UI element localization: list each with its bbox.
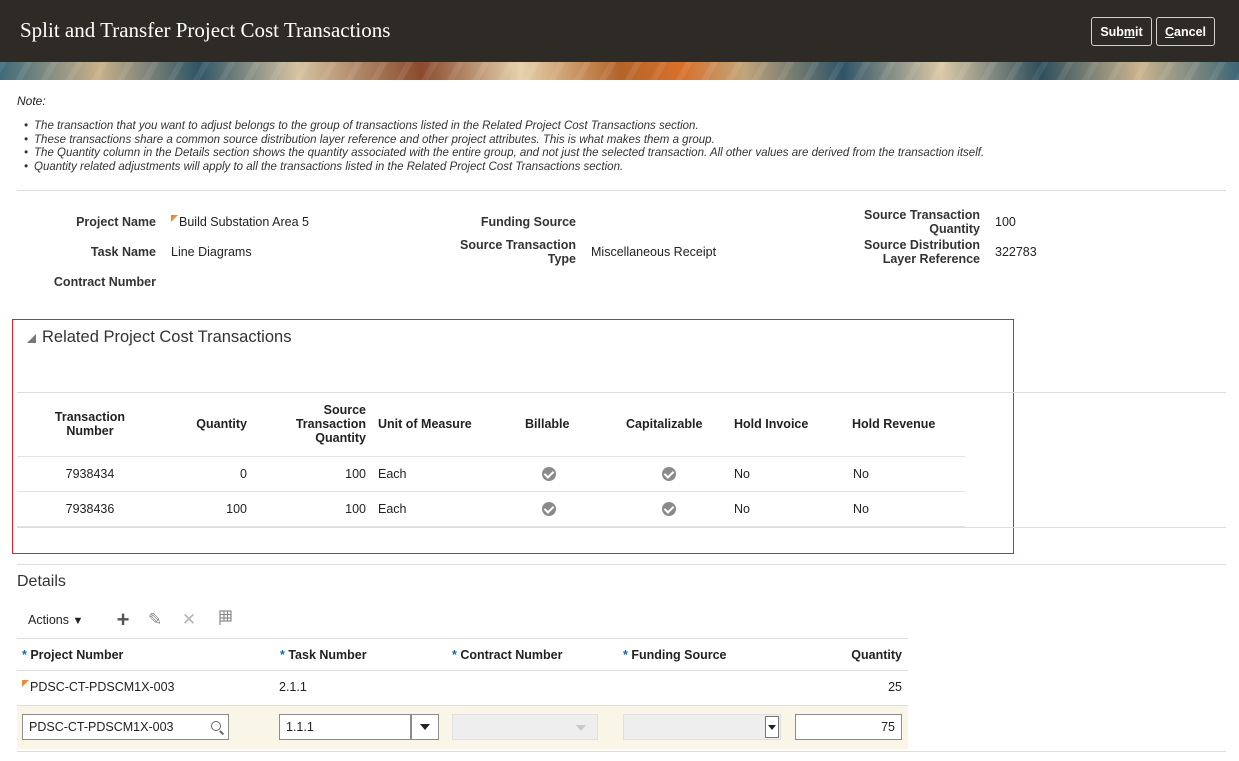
project-name-value: Build Substation Area 5 — [171, 215, 309, 229]
col-quantity[interactable]: Quantity — [851, 648, 902, 662]
project-number-input[interactable]: PDSC-CT-PDSCM1X-003 — [22, 714, 229, 740]
note-list — [24, 120, 984, 174]
actions-menu[interactable]: Actions ▼ — [28, 613, 84, 627]
col-transaction-number[interactable]: Transaction Number — [54, 410, 126, 438]
source-distribution-layer-value: 322783 — [995, 245, 1037, 259]
col-hold-invoice[interactable]: Hold Invoice — [734, 417, 809, 431]
highlight-box — [12, 319, 1014, 554]
cell-hold-revenue: No — [853, 467, 869, 481]
source-transaction-type-label: Source Transaction Type — [459, 238, 576, 266]
divider — [17, 751, 1226, 752]
col-source-transaction-quantity[interactable]: Source Transaction Quantity — [295, 403, 366, 445]
cell-quantity: 25 — [888, 680, 902, 694]
cell-project-number: PDSC-CT-PDSCM1X-003 — [22, 680, 174, 694]
col-contract-number[interactable]: * Contract Number — [452, 648, 563, 662]
related-section-title[interactable]: Related Project Cost Transactions — [42, 328, 292, 346]
col-funding-source[interactable]: * Funding Source — [623, 648, 727, 662]
cell-transaction-number: 7938436 — [65, 502, 115, 516]
col-project-number[interactable]: * Project Number — [22, 648, 124, 662]
task-name-label: Task Name — [90, 245, 156, 259]
cell-quantity: 100 — [226, 502, 247, 516]
cell-transaction-number: 7938434 — [65, 467, 115, 481]
divider — [17, 491, 965, 492]
cancel-button[interactable]: Cancel — [1156, 17, 1215, 46]
cell-source-quantity: 100 — [345, 467, 366, 481]
cell-unit-of-measure: Each — [378, 502, 407, 516]
chevron-down-icon — [768, 725, 776, 730]
changed-flag-icon — [171, 215, 178, 222]
page-header — [0, 0, 1239, 80]
contract-number-label: Contract Number — [53, 275, 156, 289]
search-icon[interactable] — [211, 721, 221, 731]
source-transaction-quantity-label: Source Transaction Quantity — [863, 208, 980, 236]
billable-check-icon — [542, 502, 556, 516]
note-label: Note: — [17, 94, 46, 108]
edit-pencil-icon[interactable]: ✎ — [147, 610, 163, 629]
col-billable[interactable]: Billable — [525, 417, 570, 431]
col-quantity[interactable]: Quantity — [196, 417, 247, 431]
quantity-input[interactable]: 75 — [795, 714, 902, 740]
freeze-columns-icon[interactable] — [216, 609, 234, 627]
funding-source-label: Funding Source — [480, 215, 576, 229]
add-icon[interactable]: + — [116, 607, 130, 632]
source-transaction-type-value: Miscellaneous Receipt — [591, 245, 717, 259]
page-title: Split and Transfer Project Cost Transactions — [20, 18, 391, 42]
divider — [17, 190, 1226, 191]
col-task-number[interactable]: * Task Number — [280, 648, 367, 662]
delete-icon[interactable]: ✕ — [181, 610, 197, 629]
collapse-triangle-icon[interactable] — [27, 334, 36, 343]
changed-flag-icon — [22, 680, 29, 687]
col-capitalizable[interactable]: Capitalizable — [626, 417, 703, 431]
capitalizable-check-icon — [662, 467, 676, 481]
col-unit-of-measure[interactable]: Unit of Measure — [378, 417, 472, 431]
divider — [17, 564, 1226, 565]
cell-hold-invoice: No — [734, 467, 750, 481]
billable-check-icon — [542, 467, 556, 481]
submit-button[interactable]: Submit — [1091, 17, 1152, 46]
note-item: • Quantity related adjustments will apply to all the transactions listed in the Related Project Cost Transactions section. — [24, 161, 984, 175]
cell-task-number: 2.1.1 — [279, 680, 307, 694]
note-item: • The transaction that you want to adjust belongs to the group of transactions listed in the Related Project Cost Transactions section. — [24, 120, 984, 134]
cell-quantity: 0 — [240, 467, 247, 481]
col-hold-revenue[interactable]: Hold Revenue — [852, 417, 936, 431]
chevron-down-icon — [576, 725, 586, 731]
divider — [17, 527, 1226, 528]
details-section-title: Details — [17, 573, 66, 590]
cell-hold-invoice: No — [734, 502, 750, 516]
divider — [17, 456, 965, 457]
decorative-banner — [0, 62, 1239, 80]
project-name-label: Project Name — [76, 215, 156, 229]
note-item: • These transactions share a common source distribution layer reference and other project attributes. This is what makes them a group. — [24, 134, 984, 148]
cell-unit-of-measure: Each — [378, 467, 407, 481]
divider — [17, 392, 1226, 393]
cell-hold-revenue: No — [853, 502, 869, 516]
chevron-down-icon — [420, 724, 430, 730]
cell-source-quantity: 100 — [345, 502, 366, 516]
note-item: • The Quantity column in the Details section shows the quantity associated with the entire group, and not just the selected transaction. All other values are derived from the transaction itself. — [24, 147, 984, 161]
divider — [17, 638, 908, 639]
funding-source-select[interactable] — [623, 714, 781, 740]
funding-source-dropdown[interactable] — [765, 716, 779, 738]
divider — [17, 670, 908, 671]
task-number-dropdown[interactable] — [411, 714, 439, 740]
source-distribution-layer-label: Source Distribution Layer Reference — [864, 238, 980, 266]
task-name-value: Line Diagrams — [171, 245, 252, 259]
task-number-input[interactable]: 1.1.1 — [279, 714, 411, 740]
source-transaction-quantity-value: 100 — [995, 215, 1016, 229]
capitalizable-check-icon — [662, 502, 676, 516]
